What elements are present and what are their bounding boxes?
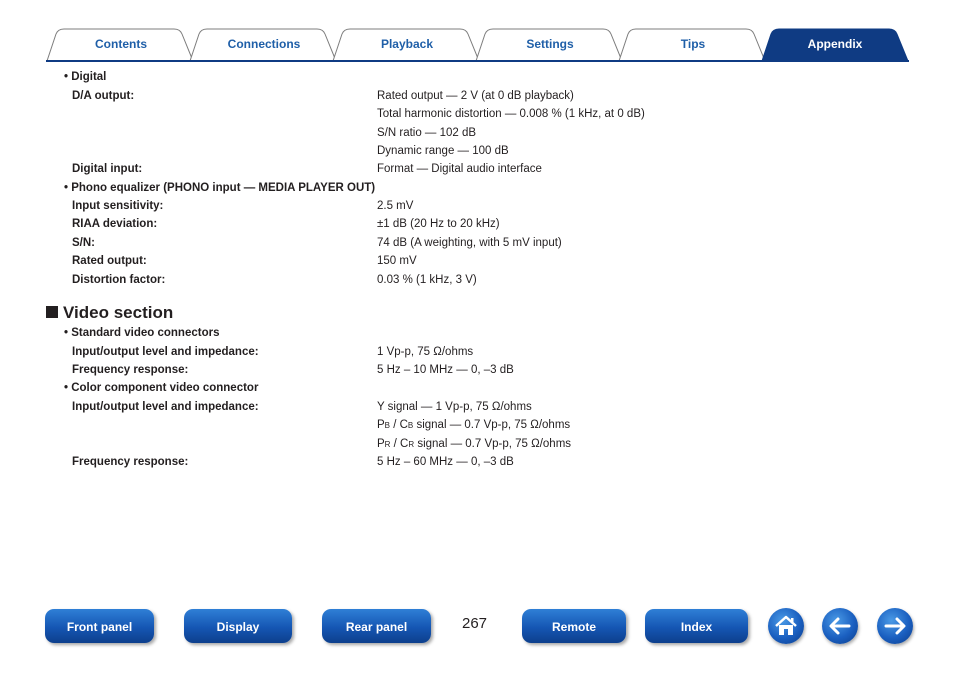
- pb-subscript: B: [384, 421, 391, 430]
- slash: /: [390, 438, 401, 450]
- digital-heading: • Digital: [64, 71, 107, 83]
- back-button[interactable]: [822, 608, 858, 644]
- cb-subscript: B: [407, 421, 414, 430]
- spec-label: Frequency response:: [72, 456, 189, 468]
- forward-arrow-icon: [877, 608, 913, 644]
- spec-label: Rated output:: [72, 255, 147, 267]
- cr-letter: C: [400, 438, 409, 450]
- home-icon: [768, 608, 804, 644]
- slash: /: [390, 419, 400, 431]
- page-number: 267: [462, 615, 488, 632]
- component-video-heading: • Color component video connector: [64, 382, 259, 394]
- tab-label: Appendix: [807, 37, 863, 51]
- spec-label: S/N:: [72, 237, 95, 249]
- spec-value: 74 dB (A weighting, with 5 mV input): [377, 237, 562, 249]
- forward-button[interactable]: [877, 608, 913, 644]
- video-section-title: [46, 303, 173, 323]
- tab-label: Contents: [95, 37, 147, 51]
- spec-label: Distortion factor:: [72, 274, 166, 286]
- da-value: Total harmonic distortion — 0.008 % (1 kHz, at 0 dB): [377, 108, 645, 120]
- spec-value: 150 mV: [377, 255, 417, 267]
- da-value: Dynamic range — 100 dB: [377, 145, 509, 157]
- spec-label: Frequency response:: [72, 364, 189, 376]
- spec-value: 5 Hz – 10 MHz — 0, –3 dB: [377, 364, 514, 376]
- cb-letter: C: [399, 419, 408, 431]
- pr-subscript: R: [384, 440, 391, 449]
- square-bullet-icon: [46, 306, 58, 318]
- standard-video-heading: • Standard video connectors: [64, 327, 220, 339]
- spec-label: Input/output level and impedance:: [72, 346, 259, 358]
- remote-button[interactable]: Remote: [522, 609, 626, 643]
- tab-label: Settings: [526, 37, 574, 51]
- da-value: S/N ratio — 102 dB: [377, 127, 477, 139]
- back-arrow-icon: [822, 608, 858, 644]
- tab-label: Tips: [680, 37, 706, 51]
- component-y-value: Y signal — 1 Vp-p, 75 Ω/ohms: [377, 401, 532, 413]
- home-button[interactable]: [768, 608, 804, 644]
- spec-value: 2.5 mV: [377, 200, 414, 212]
- da-value: Rated output — 2 V (at 0 dB playback): [377, 90, 574, 102]
- rear-panel-button[interactable]: Rear panel: [322, 609, 431, 643]
- pb-rest: signal — 0.7 Vp-p, 75 Ω/ohms: [413, 419, 571, 431]
- pr-rest: signal — 0.7 Vp-p, 75 Ω/ohms: [414, 438, 572, 450]
- spec-label: Input/output level and impedance:: [72, 401, 259, 413]
- spec-label: Input sensitivity:: [72, 200, 164, 212]
- pb-letter: P: [377, 419, 385, 431]
- front-panel-button[interactable]: Front panel: [45, 609, 154, 643]
- cr-subscript: R: [408, 440, 415, 449]
- index-button[interactable]: Index: [645, 609, 748, 643]
- video-section-title-text: Video section: [63, 303, 174, 322]
- phono-heading: • Phono equalizer (PHONO input — MEDIA PLAYER OUT): [64, 182, 376, 194]
- digital-input-value: Format — Digital audio interface: [377, 163, 542, 175]
- component-pb-value: [377, 418, 570, 433]
- spec-value: ±1 dB (20 Hz to 20 kHz): [377, 218, 500, 230]
- digital-input-label: Digital input:: [72, 163, 143, 175]
- spec-value: 0.03 % (1 kHz, 3 V): [377, 274, 477, 286]
- spec-label: RIAA deviation:: [72, 218, 158, 230]
- spec-value: 5 Hz – 60 MHz — 0, –3 dB: [377, 456, 514, 468]
- component-pr-value: [377, 437, 571, 452]
- pr-letter: P: [377, 438, 385, 450]
- da-output-label: D/A output:: [72, 90, 135, 102]
- tab-label: Playback: [380, 37, 434, 51]
- spec-value: 1 Vp-p, 75 Ω/ohms: [377, 346, 474, 358]
- display-button[interactable]: Display: [184, 609, 292, 643]
- tab-label: Connections: [227, 37, 301, 51]
